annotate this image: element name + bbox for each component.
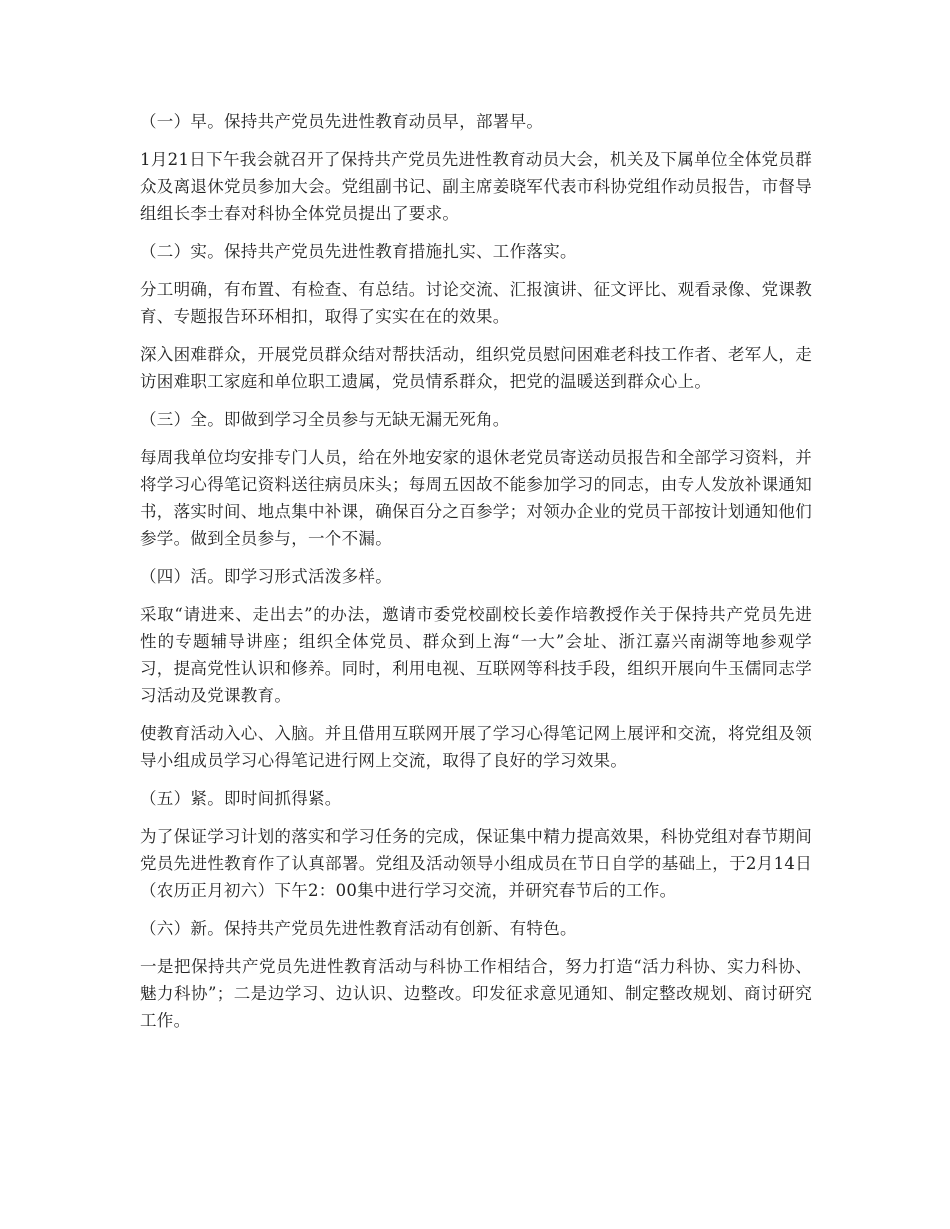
- section-heading-5: （五）紧。即时间抓得紧。: [140, 789, 342, 808]
- paragraph-5: 采取“请进来、走出去”的办法，邀请市委党校副校长姜作培教授作关于保持共产党员先进性的专题辅导讲座；组织全体党员、群众到上海“一大”会址、浙江嘉兴南湖等地参观学习，提高党性认识和修养。同时，利用电视、互联网等科技手段，组织开展向牛玉儒同志学习活动及党课教育。: [140, 605, 812, 705]
- section-heading-1: （一）早。保持共产党员先进性教育动员早，部署早。: [140, 112, 544, 131]
- paragraph-7: 为了保证学习计划的落实和学习任务的完成，保证集中精力提高效果，科协党组对春节期间党员先进性教育作了认真部署。党组及活动领导小组成员在节日自学的基础上，于2月14日（农历正月初六）下午2：00集中进行学习交流，并研究春节后的工作。: [140, 827, 812, 900]
- section-heading-6: （六）新。保持共产党员先进性教育活动有创新、有特色。: [140, 919, 577, 938]
- paragraph-3: 深入困难群众，开展党员群众结对帮扶活动，组织党员慰问困难老科技工作者、老军人，走访困难职工家庭和单位职工遗属，党员情系群众，把党的温暖送到群众心上。: [140, 345, 812, 391]
- section-heading-2: （二）实。保持共产党员先进性教育措施扎实、工作落实。: [140, 242, 577, 261]
- section-heading-3: （三）全。即做到学习全员参与无缺无漏无死角。: [140, 410, 510, 429]
- document-body: [140, 108, 812, 1045]
- section-heading-4: （四）活。即学习形式活泼多样。: [140, 567, 392, 586]
- paragraph-2: 分工明确，有布置、有检查、有总结。讨论交流、汇报演讲、征文评比、观看录像、党课教育、专题报告环环相扣，取得了实实在在的效果。: [140, 280, 812, 326]
- paragraph-6: 使教育活动入心、入脑。并且借用互联网开展了学习心得笔记网上展评和交流，将党组及领导小组成员学习心得笔记进行网上交流，取得了良好的学习效果。: [140, 724, 812, 770]
- paragraph-8: 一是把保持共产党员先进性教育活动与科协工作相结合，努力打造“活力科协、实力科协、魅力科协”；二是边学习、边认识、边整改。印发征求意见通知、制定整改规划、商讨研究工作。: [140, 957, 812, 1030]
- paragraph-4: 每周我单位均安排专门人员，给在外地安家的退休老党员寄送动员报告和全部学习资料，并将学习心得笔记资料送往病员床头；每周五因故不能参加学习的同志，由专人发放补课通知书，落实时间、地点集中补课，确保百分之百参学；对领办企业的党员干部按计划通知他们参学。做到全员参与，一个不漏。: [140, 448, 812, 548]
- paragraph-1: 1月21日下午我会就召开了保持共产党员先进性教育动员大会，机关及下属单位全体党员群众及离退休党员参加大会。党组副书记、副主席姜晓军代表市科协党组作动员报告，市督导组组长李士春对科协全体党员提出了要求。: [140, 150, 812, 223]
